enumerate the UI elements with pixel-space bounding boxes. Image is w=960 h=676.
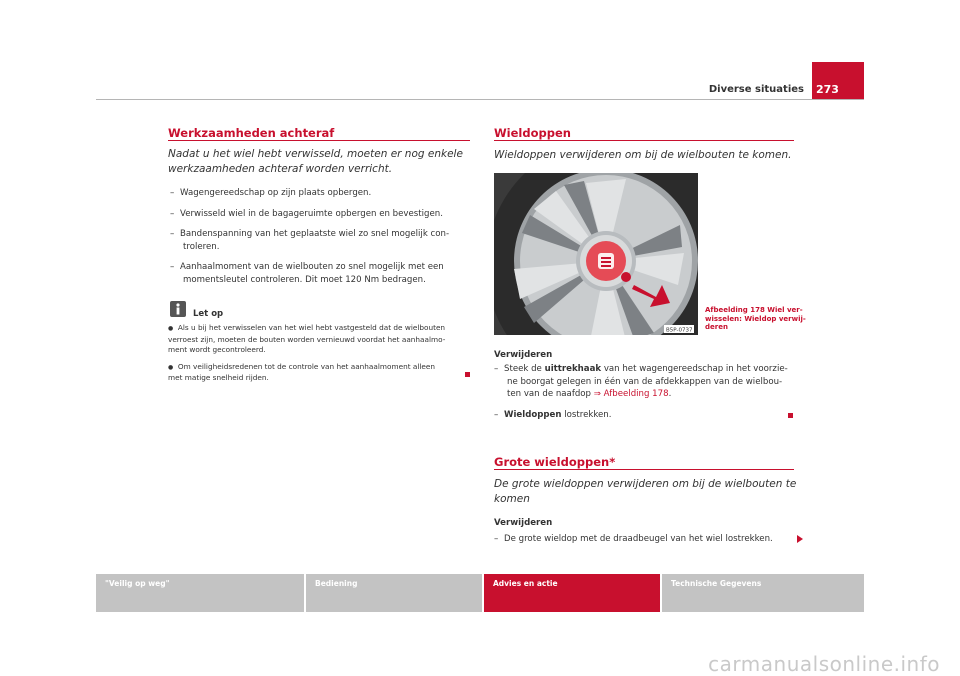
figure-link[interactable]: ⇒ Afbeelding 178 [593, 389, 669, 399]
heading-rule-right [494, 140, 794, 141]
watermark: carmanualsonline.info [708, 652, 940, 676]
step-item: – Aanhaalmoment van de wielbouten zo snel mogelijk met een momentsleutel controleren. Dit moet 120 Nm bedragen. [170, 262, 444, 285]
steps-left [170, 187, 470, 286]
notes-left [168, 323, 473, 384]
footer-tab-bediening[interactable]: Bediening [306, 574, 482, 612]
steps-right-2 [494, 533, 804, 546]
step-item: – Wagengereedschap op zijn plaats opbergen. [170, 188, 372, 198]
intro-left: Nadat u het wiel hebt verwisseld, moeten er nog enkele werkzaamheden achteraf worden verricht. [168, 148, 463, 175]
footer-tab-advies-en-actie[interactable]: Advies en actie [484, 574, 660, 612]
end-mark [788, 413, 793, 418]
info-icon [170, 301, 186, 317]
step-item: – Wieldoppen lostrekken. [494, 409, 612, 420]
figure-caption: Afbeelding 178 Wiel ver- wisselen: Wieldop verwij- deren [705, 306, 806, 331]
heading-werkzaamheden: Werkzaamheden achteraf [168, 126, 335, 140]
subheading-verwijderen-2: Verwijderen [494, 518, 553, 528]
continue-arrow-icon [797, 535, 803, 543]
note-item: ● Om veiligheidsredenen tot de controle van het aanhaalmoment alleen met matige snelheid rijden. [168, 361, 436, 382]
step-item: – De grote wieldop met de draadbeugel van het wiel lostrekken. [494, 534, 773, 544]
wheel-illustration [494, 173, 698, 335]
end-mark [465, 372, 470, 377]
intro-right-2: De grote wieldoppen verwijderen om bij de wielbouten te komen [494, 478, 797, 505]
header-rule [96, 99, 864, 100]
footer-tab-technische-gegevens[interactable]: Technische Gegevens [662, 574, 864, 612]
intro-right: Wieldoppen verwijderen om bij de wielbouten te komen. [494, 149, 792, 161]
figure-code: B5P-0737 [666, 327, 693, 334]
heading-wieldoppen: Wieldoppen [494, 126, 571, 140]
heading-grote-wieldoppen: Grote wieldoppen* [494, 455, 616, 469]
page-number: 273 [816, 83, 839, 96]
step-item: – Steek de uittrekhaak van het wagengereedschap in het voorzie- ne boorgat gelegen in één van de afdekkappen van de wielbou- ten van de naafdop ⇒ Afbeelding 178. [494, 364, 788, 399]
wheel-figure [494, 173, 698, 335]
step-item: – Verwisseld wiel in de bagageruimte opbergen en bevestigen. [170, 208, 443, 219]
heading-rule-left [168, 140, 470, 141]
note-item: ● Als u bij het verwisselen van het wiel hebt vastgesteld dat de wielbouten verroest zijn, moeten de bouten worden vernieuwd voordat het aanhaalmo- ment wordt gecontroleerd. [168, 323, 446, 354]
note-title: Let op [193, 309, 224, 319]
footer-tab-veilig-op-weg[interactable]: "Veilig op weg" [96, 574, 304, 612]
steps-right [494, 363, 804, 421]
heading-rule-right-2 [494, 469, 794, 470]
subheading-verwijderen: Verwijderen [494, 350, 553, 360]
step-item: – Bandenspanning van het geplaatste wiel zo snel mogelijk con- troleren. [170, 229, 450, 252]
page-number-box [812, 62, 864, 99]
section-title: Diverse situaties [708, 84, 804, 95]
